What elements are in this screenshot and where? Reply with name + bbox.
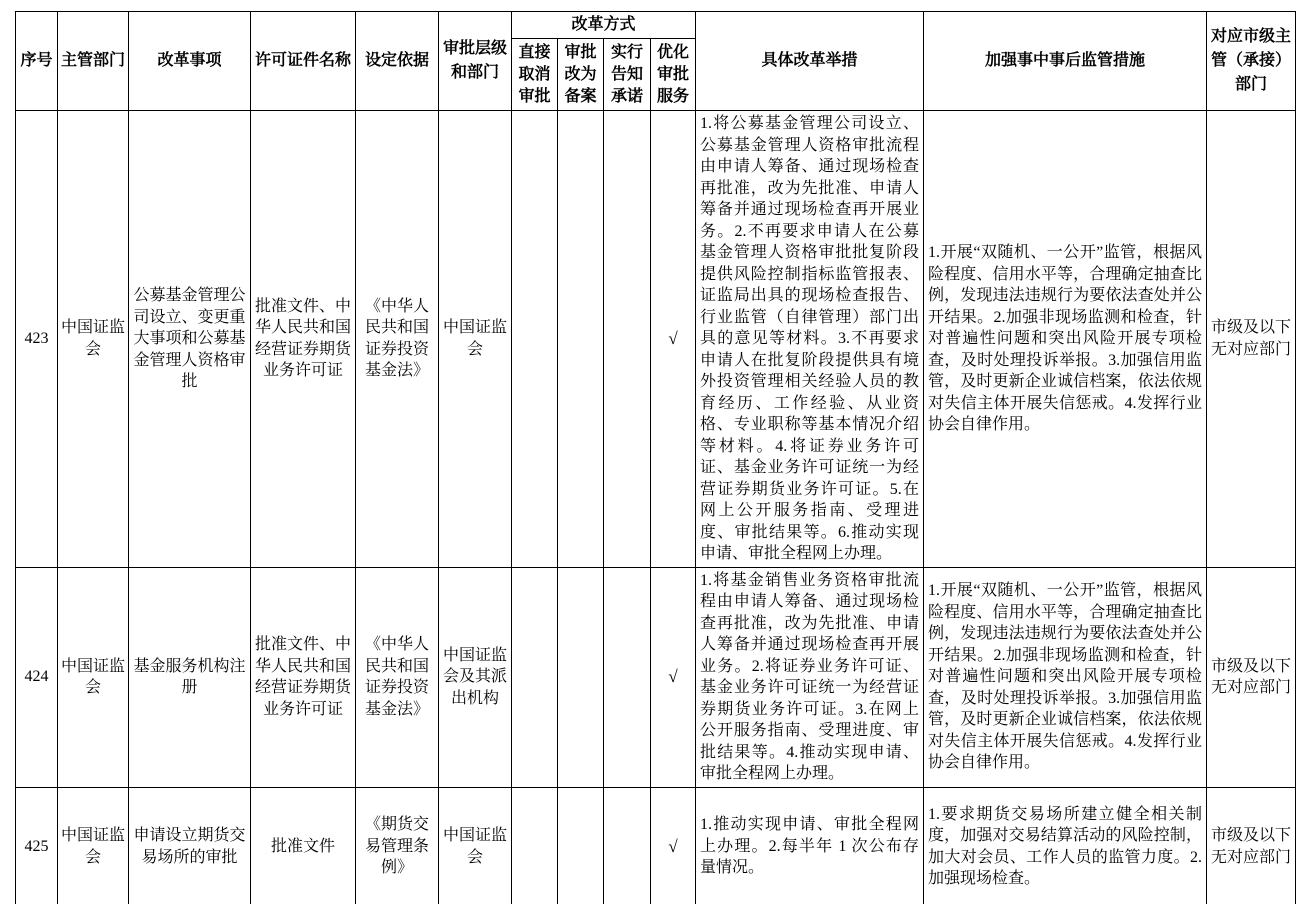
col-header-notification-commitment: 实行告知承诺 [604, 39, 651, 111]
cell-level: 中国证监会 [439, 111, 512, 568]
table-row-423 [16, 111, 1296, 568]
col-header-no: 序号 [16, 12, 58, 111]
cell-check-commitment [604, 111, 651, 568]
table-row-425 [16, 787, 1296, 904]
cell-measures: 1.将基金销售业务资格审批流程由申请人筹备、通过现场检查再批准，改为先批准、申请人筹备并通过现场检查再开展业务。2.将证券业务许可证、基金业务许可证统一为经营证券期货业务许可证。3.在网上公开服务指南、受理进度、审批结果等。4.推动实现申请、审批全程网上办理。 [696, 567, 924, 787]
cell-supervision: 1.开展“双随机、一公开”监管，根据风险程度、信用水平等，合理确定抽查比例，发现违法违规行为要依法查处并公开结果。2.加强非现场监测和检查，针对普遍性问题和突出风险开展专项检查，及时处理投诉举报。3.加强信用监管，及时更新企业诚信档案，依法依规对失信主体开展失信惩戒。4.发挥行业协会自律作用。 [924, 567, 1207, 787]
col-header-cancel-approval: 直接取消审批 [512, 39, 558, 111]
cell-measures: 1.将公募基金管理公司设立、公募基金管理人资格审批流程由申请人筹备、通过现场检查再批准，改为先批准、申请人筹备并通过现场检查再开展业务。2.不再要求申请人在公募基金管理人资格审批批复阶段提供风险控制指标监管报表、证监局出具的现场检查报告、行业监管（自律管理）部门出具的意见等材料。3.不再要求申请人在批复阶段提供具有境外投资管理相关经验人员的教育经历、工作经验、从业资格、专业职称等基本情况介绍等材料。4.将证券业务许可证、基金业务许可证统一为经营证券期货业务许可证。5.在网上公开服务指南、受理进度、审批结果等。6.推动实现申请、审批全程网上办理。 [696, 111, 924, 568]
cell-measures: 1.推动实现申请、审批全程网上办理。2.每半年 1 次公布存量情况。 [696, 787, 924, 904]
cell-check-filing [558, 111, 604, 568]
cell-city-dept: 市级及以下无对应部门 [1207, 567, 1296, 787]
cell-basis: 《中华人民共和国证券投资基金法》 [356, 567, 439, 787]
col-header-supervision: 加强事中事后监管措施 [924, 12, 1207, 111]
table-header [16, 12, 1296, 111]
cell-dept: 中国证监会 [58, 111, 129, 568]
col-header-item: 改革事项 [129, 12, 251, 111]
cell-basis: 《期货交易管理条例》 [356, 787, 439, 904]
col-header-city-dept: 对应市级主管（承接）部门 [1207, 12, 1296, 111]
cell-no: 425 [16, 787, 58, 904]
cell-city-dept: 市级及以下无对应部门 [1207, 787, 1296, 904]
cell-dept: 中国证监会 [58, 787, 129, 904]
cell-no: 424 [16, 567, 58, 787]
cell-check-filing [558, 787, 604, 904]
col-header-basis: 设定依据 [356, 12, 439, 111]
reform-items-table [15, 11, 1296, 904]
cell-check-optimize: √ [651, 111, 696, 568]
col-header-dept: 主管部门 [58, 12, 129, 111]
cell-check-cancel [512, 567, 558, 787]
cell-check-optimize: √ [651, 567, 696, 787]
cell-license: 批准文件、中华人民共和国经营证券期货业务许可证 [251, 111, 356, 568]
cell-supervision: 1.开展“双随机、一公开”监管，根据风险程度、信用水平等，合理确定抽查比例，发现违法违规行为要依法查处并公开结果。2.加强非现场监测和检查，针对普遍性问题和突出风险开展专项检查，及时处理投诉举报。3.加强信用监管，及时更新企业诚信档案，依法依规对失信主体开展失信惩戒。4.发挥行业协会自律作用。 [924, 111, 1207, 568]
cell-check-commitment [604, 567, 651, 787]
cell-basis: 《中华人民共和国证券投资基金法》 [356, 111, 439, 568]
cell-level: 中国证监会及其派出机构 [439, 567, 512, 787]
cell-license: 批准文件 [251, 787, 356, 904]
col-header-optimize-service: 优化审批服务 [651, 39, 696, 111]
table-body [16, 111, 1296, 904]
table-row-424 [16, 567, 1296, 787]
cell-check-commitment [604, 787, 651, 904]
cell-check-cancel [512, 111, 558, 568]
cell-check-filing [558, 567, 604, 787]
col-header-license: 许可证件名称 [251, 12, 356, 111]
col-header-reform-mode-group: 改革方式 [512, 12, 696, 39]
cell-level: 中国证监会 [439, 787, 512, 904]
cell-license: 批准文件、中华人民共和国经营证券期货业务许可证 [251, 567, 356, 787]
cell-dept: 中国证监会 [58, 567, 129, 787]
col-header-change-to-filing: 审批改为备案 [558, 39, 604, 111]
cell-supervision: 1.要求期货交易场所建立健全相关制度，加强对交易结算活动的风险控制，加大对会员、工作人员的监管力度。2.加强现场检查。 [924, 787, 1207, 904]
cell-item: 基金服务机构注册 [129, 567, 251, 787]
cell-item: 公募基金管理公司设立、变更重大事项和公募基金管理人资格审批 [129, 111, 251, 568]
cell-check-cancel [512, 787, 558, 904]
col-header-measures: 具体改革举措 [696, 12, 924, 111]
cell-city-dept: 市级及以下无对应部门 [1207, 111, 1296, 568]
cell-no: 423 [16, 111, 58, 568]
cell-check-optimize: √ [651, 787, 696, 904]
cell-item: 申请设立期货交易场所的审批 [129, 787, 251, 904]
col-header-level: 审批层级和部门 [439, 12, 512, 111]
